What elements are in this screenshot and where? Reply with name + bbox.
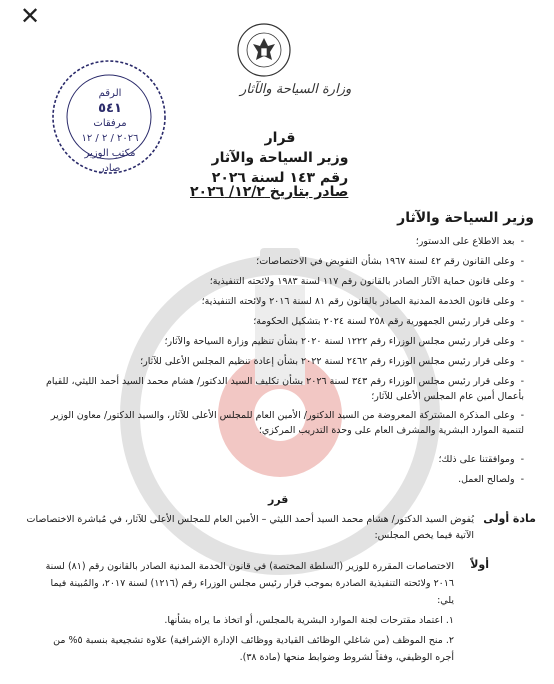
list-item: ٢. منح الموظف (من شاغلي الوظائف القيادية ووظائف الإدارة الإشرافية) علاوة تشجيعية بنسبة ٥% من أجره الوظيفي، وفقاً لشروط وضوابط منحها (مادة ٣٨). (53, 635, 454, 663)
clause-item: -وعلى قانون حماية الآثار الصادر بالقانون رقم ١١٧ لسنة ١٩٨٣ ولائحته التنفيذية؛ (209, 276, 524, 287)
clause-item: -وموافقتنا على ذلك؛ (438, 454, 524, 465)
stamp-receipt: الرقم ٥٤١ مرفقات ٢٠٢٦ / ٢ / ١٢ مكتب الوزير صادر (81, 88, 139, 174)
list-item: ١. اعتماد مقترحات لجنة الموارد البشرية بالمجلس، أو اتخاذ ما يراه بشأنها. (164, 615, 454, 626)
decision-heading: قرر (268, 493, 289, 506)
preamble-heading: وزير السياحة والآثار (397, 210, 534, 226)
clause-item: -ولصالح العمل. (458, 474, 524, 485)
article-one-text: يُفوض السيد الدكتور/ هشام محمد السيد أحمد الليثي – الأمين العام للمجلس الأعلى للآثار، في مُباشرة الاختصاصات الآتية فيما يخص المجلس: (26, 514, 474, 541)
clause-item: -بعد الاطلاع على الدستور؛ (415, 236, 524, 247)
article-one-label: مادة أولى (483, 512, 536, 525)
clause-item: -وعلى قرار رئيس مجلس الوزراء رقم ٣٤٣ لسنة ٢٠٢٦ بشأن تكليف السيد الدكتور/ هشام محمد السيد أحمد الليثي، للقيام بأعمال أمين عام المجلس الأعلى للآثار؛ (46, 376, 524, 402)
decree-title: قرار وزير السياحة والآثار رقم ١٤٣ لسنة ٢٠٢٦ (211, 130, 349, 186)
clause-item: -وعلى قرار رئيس الجمهورية رقم ٢٥٨ لسنة ٢٠٢٤ بتشكيل الحكومة؛ (253, 316, 524, 327)
eagle-emblem-icon (236, 22, 292, 78)
clause-item: -وعلى قانون الخدمة المدنية الصادر بالقانون رقم ٨١ لسنة ٢٠١٦ ولائحته التنفيذية؛ (201, 296, 524, 307)
first-label: أولاً (470, 558, 489, 571)
clause-item: -وعلى قرار رئيس مجلس الوزراء رقم ١٢٢٢ لسنة ٢٠٢٠ بشأن تنظيم وزارة السياحة والآثار؛ (164, 336, 524, 347)
close-icon[interactable]: ✕ (20, 2, 41, 30)
clause-item: -وعلى المذكرة المشتركة المعروضة من السيد الدكتور/ الأمين العام للمجلس الأعلى للآثار، والسيد الدكتور/ معاون الوزير لتنمية الموارد البشرية والمشرف العام على وحدة التدريب المركزي؛ (50, 410, 524, 436)
first-text: الاختصاصات المقررة للوزير (السلطة المختصة) في قانون الخدمة المدنية الصادر بالقانون رقم (٨١) لسنة ٢٠١٦ ولائحته التنفيذية الصادرة بموجب قرار رئيس مجلس الوزراء رقم (١٢١٦) لسنة ٢٠١٧، والمُبينة فيما يلي: (45, 561, 454, 606)
ministry-logo-text: وزارة السياحة والآثار (240, 82, 352, 97)
clause-item: -وعلى قرار رئيس مجلس الوزراء رقم ٢٤٦٢ لسنة ٢٠٢٢ بشأن إعادة تنظيم المجلس الأعلى للآثار؛ (140, 356, 524, 367)
issue-date: صادر بتاريخ ١٢/٢/ ٢٠٢٦ (190, 184, 349, 200)
clause-item: -وعلى القانون رقم ٤٢ لسنة ١٩٦٧ بشأن التفويض في الاختصاصات؛ (256, 256, 524, 267)
